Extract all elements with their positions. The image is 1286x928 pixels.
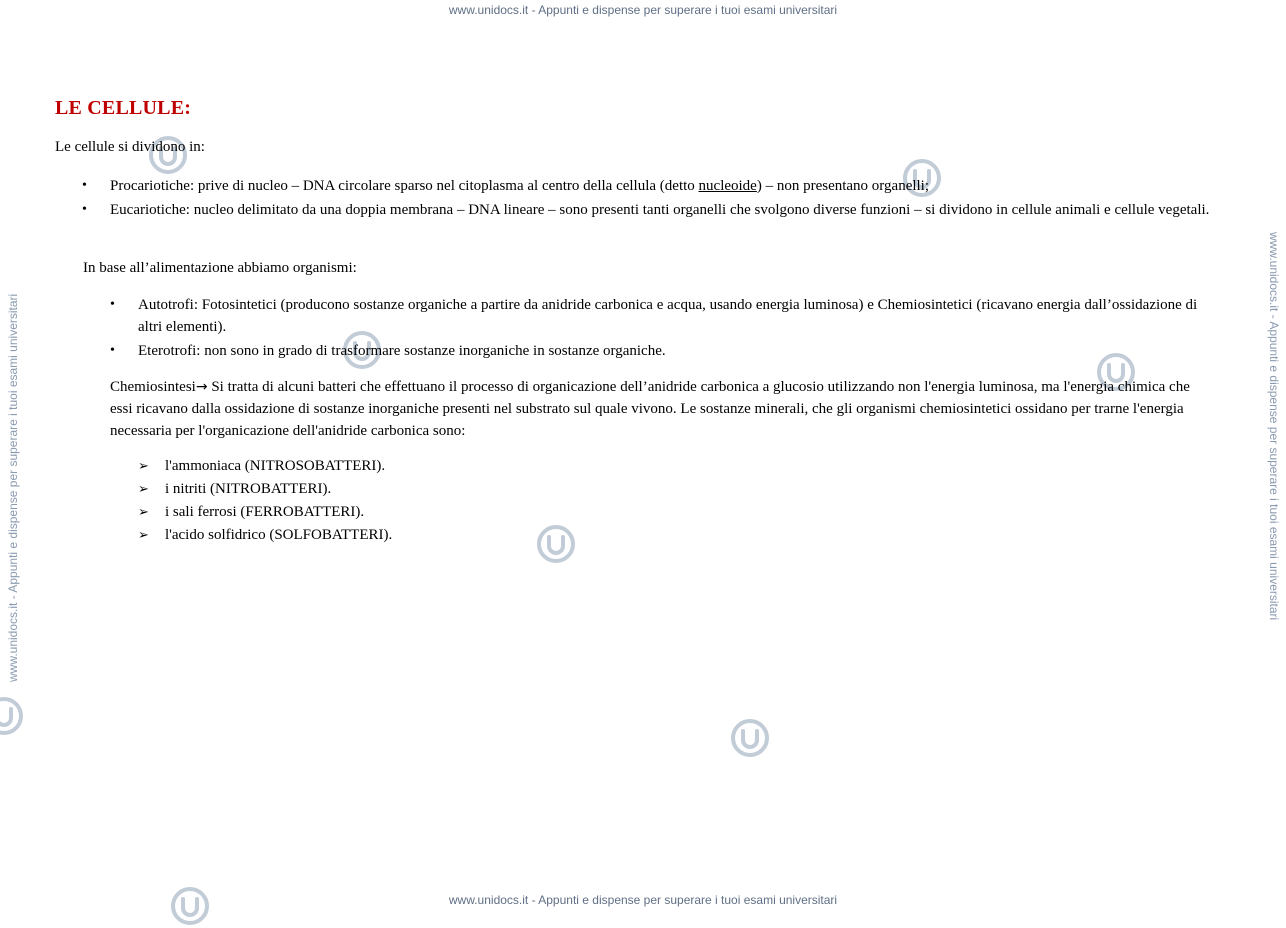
document-title: LE CELLULE: bbox=[55, 97, 192, 119]
list-item-mineral bbox=[138, 455, 865, 478]
procariotiche-text-end: ) – non presentano organelli; bbox=[756, 178, 930, 194]
mineral-text: i nitriti (NITROBATTERI). bbox=[165, 481, 332, 497]
list-item-eterotrofi bbox=[110, 340, 1198, 362]
list-item-procariotiche bbox=[82, 175, 1230, 197]
watermark-top-text: www.unidocs.it - Appunti e dispense per superare i tuoi esami universitari bbox=[448, 3, 838, 17]
list-item-mineral bbox=[138, 478, 865, 501]
nucleoide-term: nucleoide bbox=[698, 178, 757, 194]
organisms-list bbox=[110, 294, 1198, 364]
eucariotiche-text: Eucariotiche: nucleo delimitato da una doppia membrana – DNA lineare – sono presenti tanti organelli che svolgono diverse funzioni – si dividono in cellule animali e cellule vegetali. bbox=[110, 202, 1210, 218]
intro-text: Le cellule si dividono in: bbox=[55, 139, 205, 155]
cell-types-list bbox=[82, 175, 1230, 223]
arrow-bullet-icon: ➢ bbox=[138, 482, 149, 497]
list-item-mineral bbox=[138, 524, 865, 547]
chemiosintesi-term: Chemiosintesi bbox=[110, 379, 196, 395]
chemiosintesi-text: Si tratta di alcuni batteri che effettuano il processo di organicazione dell’anidride carbonica a glucosio utilizzando non l'energia luminosa, ma l'energia chimica che essi ricavano dalla ossidazione di sostanze inorganiche presenti nel substrato sul quale vivono. Le sostanze minerali, che gli organismi chemiosintetici ossidano per trarne l'energia necessaria per l'organicazione dell'anidride carbonica sono: bbox=[110, 379, 1190, 439]
arrow-bullet-icon: ➢ bbox=[138, 459, 149, 474]
mineral-text: l'acido solfidrico (SOLFOBATTERI). bbox=[165, 527, 393, 543]
eterotrofi-text: Eterotrofi: non sono in grado di trasformare sostanze inorganiche in sostanze organiche. bbox=[138, 343, 666, 359]
mineral-text: i sali ferrosi (FERROBATTERI). bbox=[165, 504, 365, 520]
minerals-list bbox=[138, 455, 865, 547]
list-item-mineral bbox=[138, 501, 865, 524]
procariotiche-text-start: Procariotiche: prive di nucleo – DNA circolare sparso nel citoplasma al centro della cellula (detto bbox=[110, 178, 699, 194]
watermark-right-text: www.unidocs.it - Appunti e dispense per superare i tuoi esami universitari bbox=[1267, 232, 1281, 621]
arrow-bullet-icon: ➢ bbox=[138, 505, 149, 520]
bullet-icon: • bbox=[82, 202, 87, 217]
list-item-autotrofi bbox=[110, 294, 1198, 338]
bullet-icon: • bbox=[110, 297, 115, 312]
bullet-icon: • bbox=[110, 343, 115, 358]
bullet-icon: • bbox=[82, 178, 87, 193]
watermark-left-text: www.unidocs.it - Appunti e dispense per superare i tuoi esami universitari bbox=[6, 293, 20, 682]
arrow-bullet-icon: ➢ bbox=[138, 528, 149, 543]
alimentation-intro: In base all’alimentazione abbiamo organismi: bbox=[83, 260, 357, 276]
arrow-right-icon: → bbox=[195, 379, 208, 395]
mineral-text: l'ammoniaca (NITROSOBATTERI). bbox=[165, 458, 386, 474]
autotrofi-text: Autotrofi: Fotosintetici (producono sostanze organiche a partire da anidride carbonica e acqua, usando energia luminosa) e Chemiosintetici (ricavano energia dall’ossidazione di altri elementi). bbox=[138, 297, 1198, 335]
list-item-eucariotiche bbox=[82, 199, 1230, 221]
chemiosintesi-paragraph bbox=[110, 376, 1190, 442]
watermark-bottom-text: www.unidocs.it - Appunti e dispense per superare i tuoi esami universitari bbox=[448, 893, 838, 907]
